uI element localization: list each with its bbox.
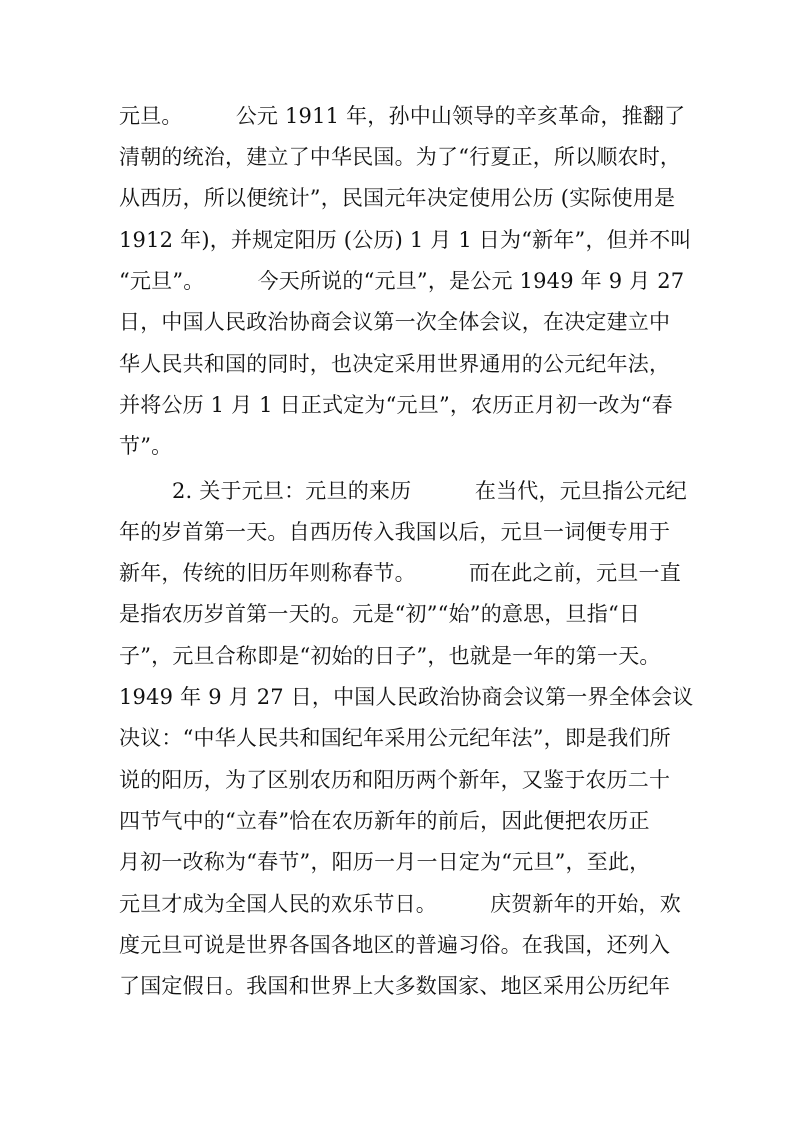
text-line: 子”，元旦合称即是“初始的日子”，也就是一年的第一天。 xyxy=(119,644,661,668)
text-line: 元旦才成为全国人民的欢乐节日。 庆贺新年的开始，欢 xyxy=(119,892,681,916)
text-line: 1949 年 9 月 27 日，中国人民政治协商会议第一界全体会议 xyxy=(119,685,694,709)
text-line: 四节气中的“立春”恰在农历新年的前后，因此便把农历正 xyxy=(119,809,650,833)
text-line: 了国定假日。我国和世界上大多数国家、地区采用公历纪年 xyxy=(119,974,671,998)
text-line: 1912 年)，并规定阳历 (公历) 1 月 1 日为“新年”，但并不叫 xyxy=(119,228,692,252)
text-line: 度元旦可说是世界各国各地区的普遍习俗。在我国，还列入 xyxy=(119,933,671,957)
text-line: 新年，传统的旧历年则称春节。 而在此之前，元旦一直 xyxy=(119,561,681,585)
text-line: 从西历，所以便统计”，民国元年决定使用公历 (实际使用是 xyxy=(119,186,676,210)
text-line: 节”。 xyxy=(119,434,173,458)
text-line: 清朝的统治，建立了中华民国。为了“行夏正，所以顺农时， xyxy=(119,145,682,169)
text-line: 说的阳历，为了区别农历和阳历两个新年，又鉴于农历二十 xyxy=(119,768,671,792)
text-line: 华人民共和国的同时，也决定采用世界通用的公元纪年法， xyxy=(119,352,671,376)
text-line: 是指农历岁首第一天的。元是“初”“始”的意思，旦指“日 xyxy=(119,602,641,626)
text-line: 年的岁首第一天。自西历传入我国以后，元旦一词便专用于 xyxy=(119,520,671,544)
text-line: 月初一改称为“春节”，阳历一月一日定为“元旦”，至此， xyxy=(119,850,651,874)
text-line: 2. 关于元旦：元旦的来历 在当代，元旦指公元纪 xyxy=(172,479,687,503)
text-line: “元旦”。 今天所说的“元旦”，是公元 1949 年 9 月 27 xyxy=(119,269,685,293)
text-line: 并将公历 1 月 1 日正式定为“元旦”，农历正月初一改为“春 xyxy=(119,393,673,417)
text-line: 决议：“中华人民共和国纪年采用公元纪年法”，即是我们所 xyxy=(119,726,671,750)
text-line: 元旦。 公元 1911 年，孙中山领导的辛亥革命，推翻了 xyxy=(119,104,686,128)
text-line: 日，中国人民政治协商会议第一次全体会议，在决定建立中 xyxy=(119,310,671,334)
